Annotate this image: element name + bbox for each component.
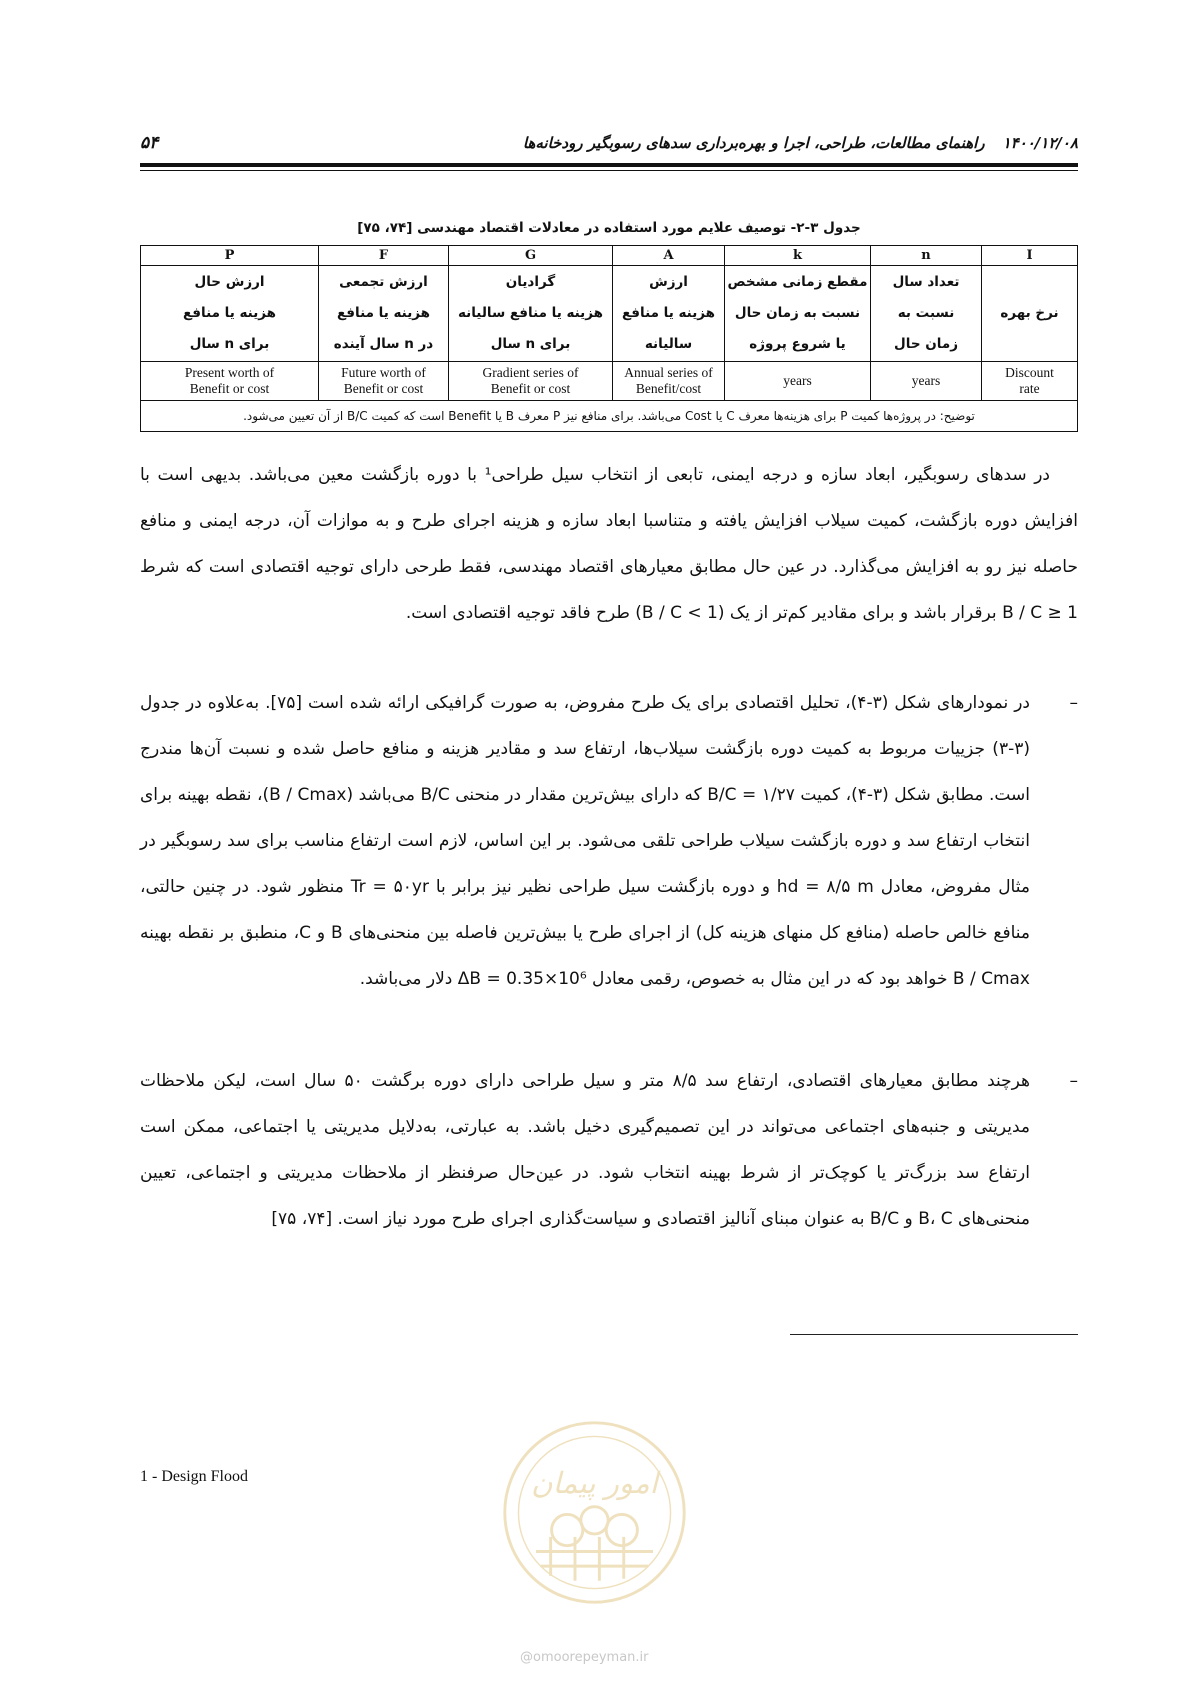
table-symbol-cell: F [319,246,449,266]
footnote-rule [790,1334,1078,1335]
table-english-cell [725,362,871,401]
table-english-line: Annual series of [624,365,713,380]
table-english-cell [982,362,1078,401]
table-persian-line: یا شروع پروژه [749,336,846,352]
bullet-text: هرچند مطابق معیارهای اقتصادی، ارتفاع سد ۸/۵ متر و سیل طراحی دارای دوره برگشت ۵۰ سال است، لیکن ملاحظات مدیریتی و جنبه‌های اجتماعی می‌تواند در این تصمیم‌گیری دخیل باشد. به عبارتی، به‌دلایل مدیریتی یا اجتماعی، ممکن است ارتفاع سد بزرگ‌تر یا کوچک‌تر از شرط بهینه انتخاب شود. در عین‌حال صرفنظر از ملاحظات مدیریتی و اجتماعی، تعیین منحنی‌های B، C و B/C به عنوان مبنای آنالیز اقتصادی و سیاست‌گذاری اجرای طرح مورد نیاز است. [۷۴، ۷۵] [140,1071,1030,1229]
table-persian-line: برای n سال [189,336,270,352]
table-english-cell [319,362,449,401]
table-symbol-cell: G [449,246,613,266]
table-symbol-row [141,246,1078,266]
footnote: 1 - Design Flood [140,1468,248,1485]
bullet-dash: – [1069,1071,1078,1091]
table-persian-line: ارزش تجمعی [339,274,428,290]
svg-text:امور پیمان: امور پیمان [531,1466,658,1500]
table-english-line: Future worth of [341,365,426,380]
table-note-row [141,401,1078,432]
table-persian-line: هزینه یا منافع سالیانه [457,305,603,321]
paragraph-1: در سدهای رسوبگیر، ابعاد سازه و درجه ایمنی، تابعی از انتخاب سیل طراحی¹ با دوره بازگشت معین می‌باشد. بدیهی است با افزایش دوره بازگشت، کمیت سیلاب افزایش یافته و متناسبا ابعاد سازه و هزینه اجرای طرح و به موازات آن، درجه ایمنی و منافع حاصله نیز رو به افزایش می‌گذارد. در عین حال مطابق معیارهای اقتصاد مهندسی، فقط طرحی دارای توجیه اقتصادی است که شرط B / C ≥ 1 برقرار باشد و برای مقادیر کم‌تر از یک (B / C < 1) طرح فاقد توجیه اقتصادی است. [140,465,1078,623]
table-persian-line: نرخ بهره [1000,305,1059,321]
table-english-line: Benefit or cost [343,381,424,396]
header-title-text: راهنمای مطالعات، طراحی، اجرا و بهره‌برداری سدهای رسوبگیر رودخانه‌ها [522,134,985,152]
table-english-line: Benefit or cost [189,381,270,396]
running-title [523,134,1078,152]
table-note: توضیح: در پروژه‌ها کمیت P برای هزینه‌ها معرف C یا Cost می‌باشد. برای منافع نیز P معرف B یا Benefit است که کمیت B/C از آن تعیین می‌شود. [141,401,1078,432]
symbols-table [140,245,1078,432]
table-persian-cell [725,266,871,362]
table-persian-line: هزینه یا منافع [182,305,277,321]
table-persian-line: ارزش حال [194,274,265,290]
table-english-line: Present worth of [184,365,275,380]
table-persian-line: مقطع زمانی مشخص [727,274,868,290]
page-number: ۵۴ [140,133,159,153]
table-english-cell [871,362,982,401]
table-persian-line: گرادیان [505,274,556,290]
table-persian-cell [319,266,449,362]
watermark-url: @omoorepeyman.ir [520,1650,649,1665]
header-rule-thick [140,163,1078,167]
table-english-line: Benefit/cost [635,381,702,396]
table-english-line: rate [1019,381,1040,396]
table-persian-line: در n سال آینده [333,336,434,352]
page-header [140,128,1078,158]
body-paragraph [140,452,1078,636]
table-persian-line: ارزش [649,274,688,290]
table-symbol-cell: k [725,246,871,266]
bullet-text: در نمودارهای شکل (۳-۴)، تحلیل اقتصادی برای یک طرح مفروض، به صورت گرافیکی ارائه شده است [۷۵]. به‌علاوه در جدول (۳-۳) جزییات مربوط به کمیت دوره بازگشت سیلاب‌ها، ارتفاع سد و مقادیر هزینه و منافع حاصل شده و نسبت آن‌ها مندرج است. مطابق شکل (۳-۴)، کمیت B/C = ۱/۲۷ که دارای بیش‌ترین مقدار در منحنی B/C می‌باشد (B / Cmax)، نقطه بهینه برای انتخاب ارتفاع سد و دوره بازگشت سیلاب طراحی تلقی می‌شود. بر این اساس، لازم است ارتفاع مناسب برای سد رسوبگیر در مثال مفروض، معادل hd = ۸/۵ m و دوره بازگشت سیل طراحی نظیر نیز برابر با Tr = ۵۰yr منظور شود. در چنین حالتی، منافع خالص حاصله (منافع کل منهای هزینه کل) از اجرای طرح یا بیش‌ترین فاصله بین منحنی‌های B و C، منطبق بر نقطه بهینه B / Cmax خواهد بود که در این مثال به خصوص، رقمی معادل ΔB = 0.35×10⁶ دلار می‌باشد. [140,693,1031,989]
table-english-cell [141,362,319,401]
table-persian-line: زمان حال [894,336,958,352]
table-persian-line: نسبت به [897,305,955,321]
watermark-logo-icon [497,1415,692,1610]
header-rule-thin [140,170,1078,171]
table-caption: جدول ۳-۲- توصیف علایم مورد استفاده در معادلات اقتصاد مهندسی [۷۴، ۷۵] [357,220,861,236]
table-english-line: years [783,373,812,388]
table-persian-line: سالیانه [644,336,693,352]
bullet-item [140,1058,1078,1242]
table-persian-line: تعداد سال [892,274,960,290]
bullet-dash: – [1069,693,1078,713]
table-english-line: Discount [1005,365,1054,380]
table-persian-line: نسبت به زمان حال [734,305,861,321]
table-persian-cell [613,266,725,362]
table-english-cell [449,362,613,401]
header-date: ۱۴۰۰/۱۲/۰۸ [1002,134,1078,152]
table-english-row [141,362,1078,401]
table-english-line: Gradient series of [482,365,579,380]
table-symbol-cell: n [871,246,982,266]
table-english-cell [613,362,725,401]
bullet-item [140,680,1078,1002]
table-persian-cell [982,266,1078,362]
table-persian-cell [871,266,982,362]
table-persian-cell [141,266,319,362]
table-symbol-cell: P [141,246,319,266]
table-persian-line: هزینه یا منافع [336,305,431,321]
table-persian-row [141,266,1078,362]
table-persian-line: برای n سال [490,336,571,352]
table-persian-line: هزینه یا منافع [621,305,716,321]
table-english-line: Benefit or cost [490,381,571,396]
table-persian-cell [449,266,613,362]
table-english-line: years [911,373,941,388]
table-symbol-cell: A [613,246,725,266]
table-symbol-cell: I [982,246,1078,266]
